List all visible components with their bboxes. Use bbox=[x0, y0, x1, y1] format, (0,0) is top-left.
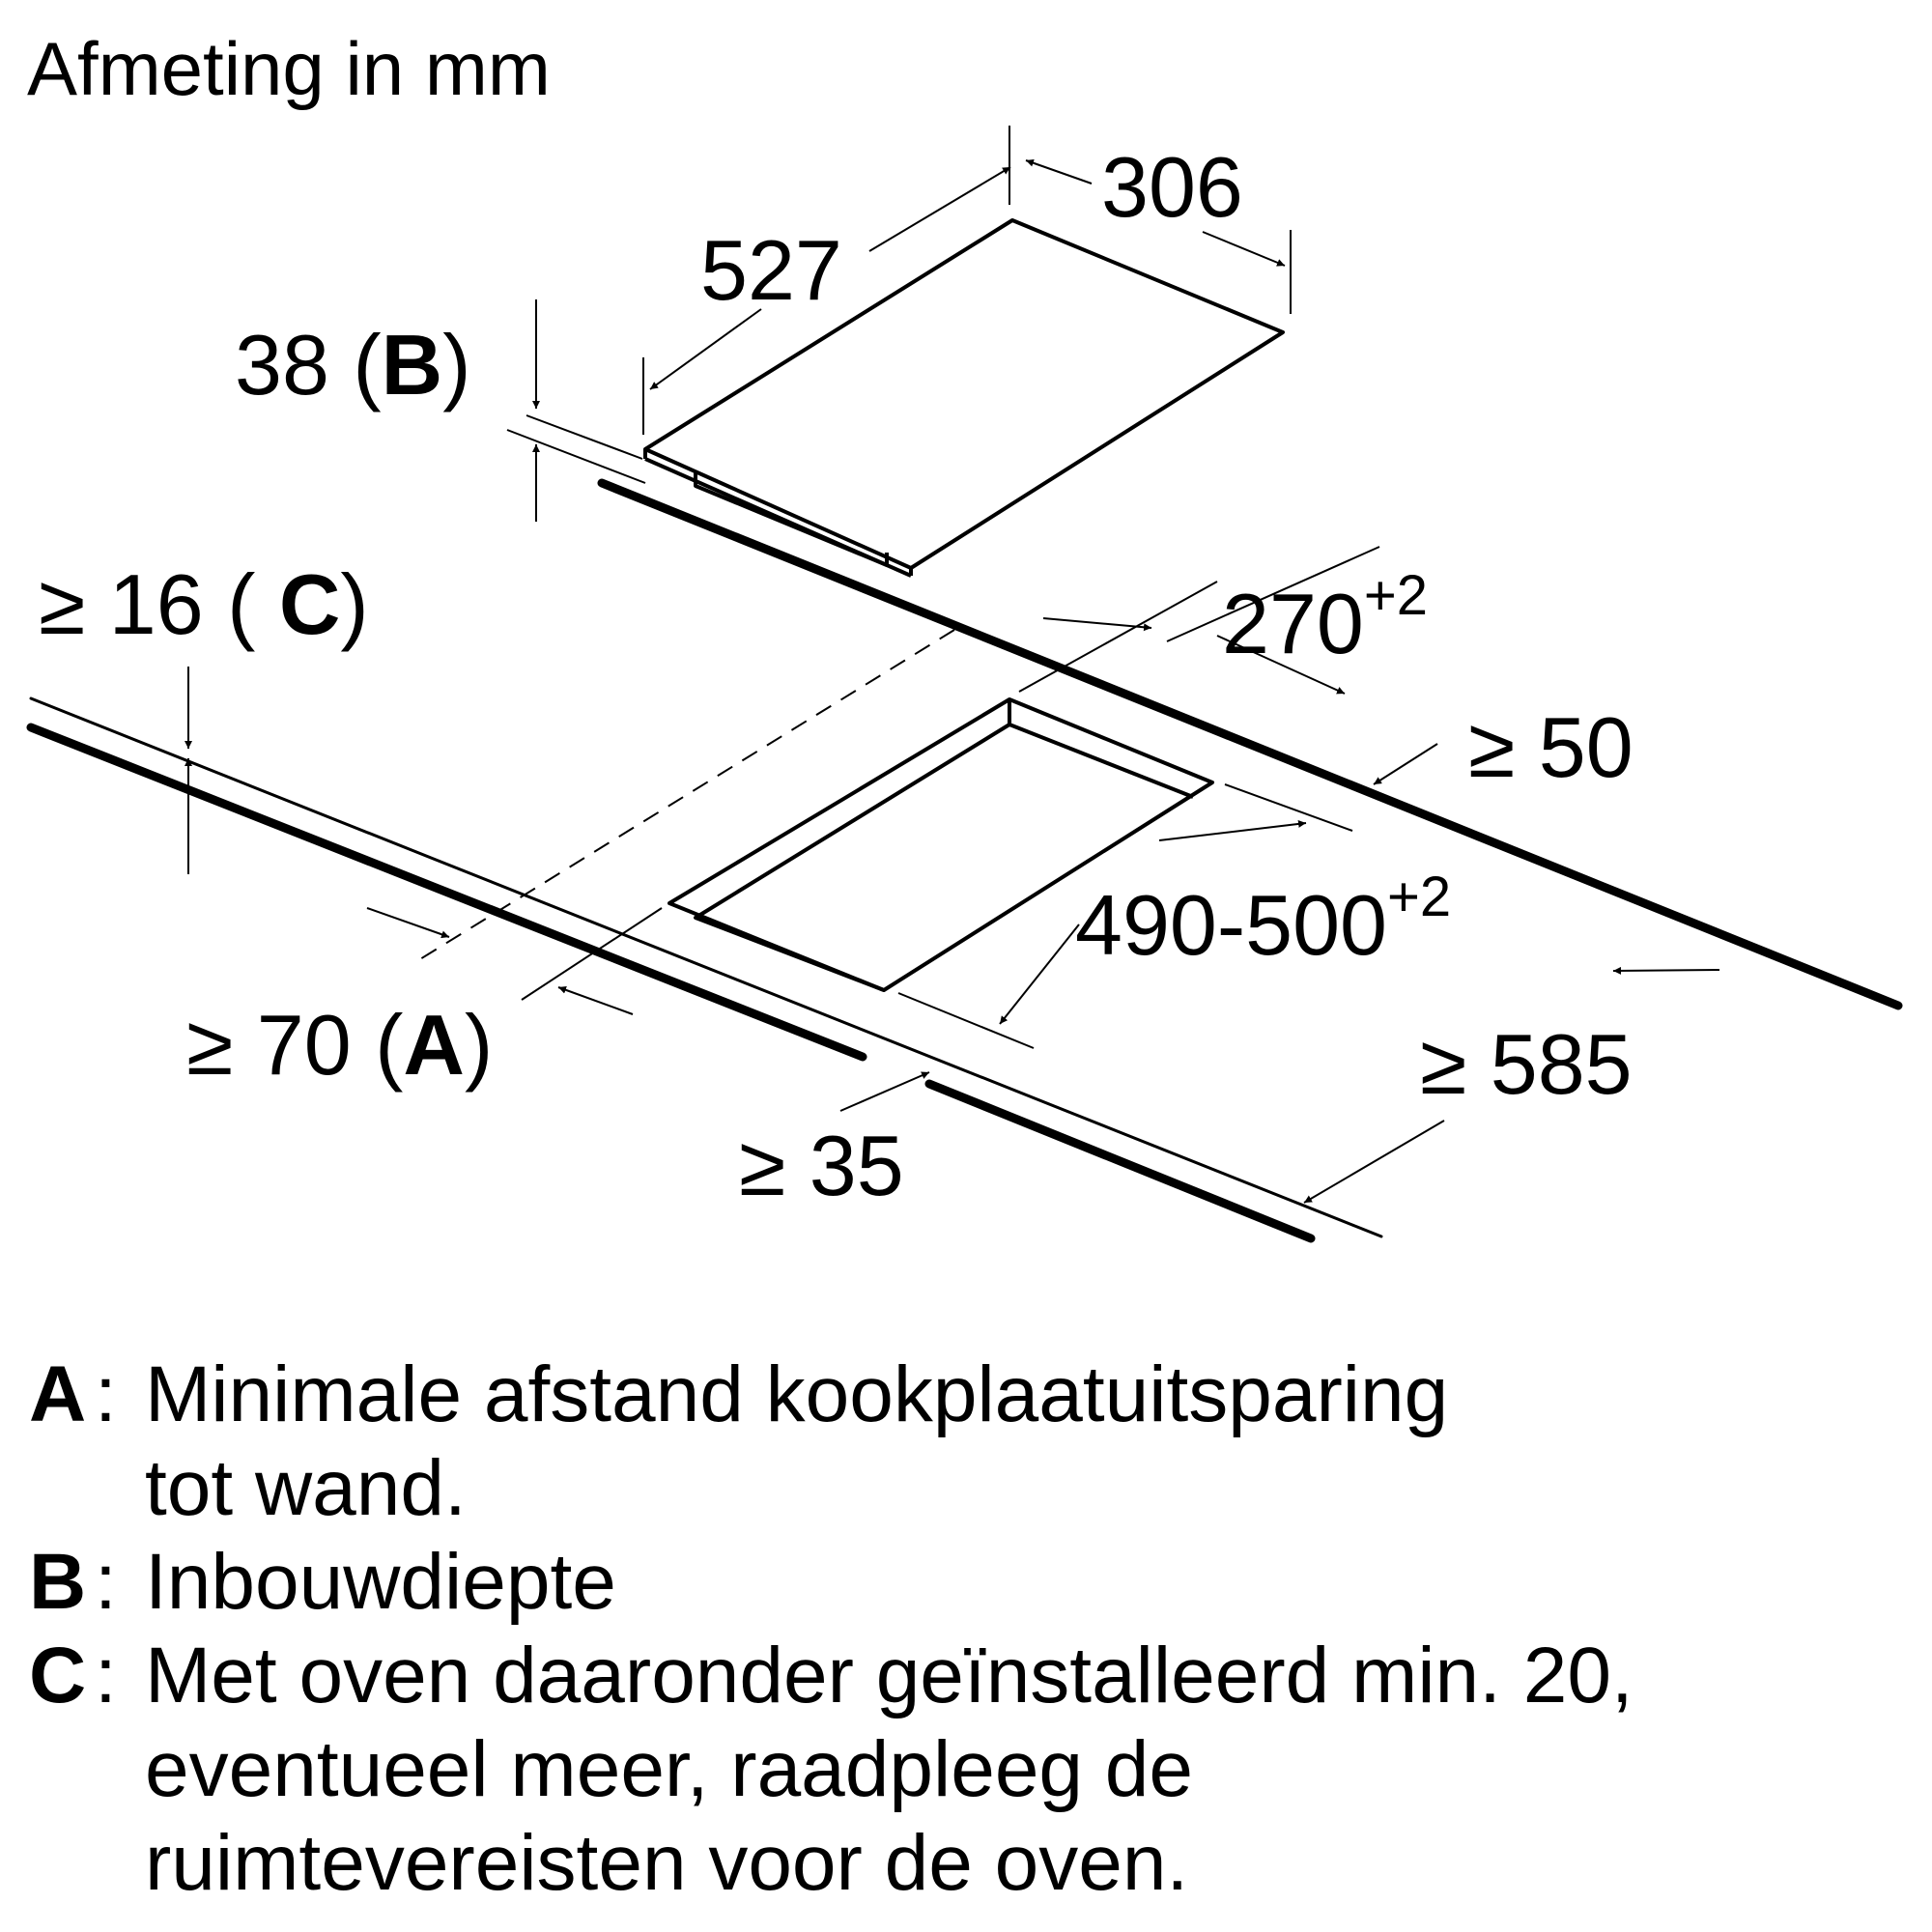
legend-colon: : bbox=[95, 1538, 117, 1626]
legend-text: Minimale afstand kookplaatuitsparing tot wand. bbox=[145, 1350, 1449, 1532]
legend-key: B bbox=[29, 1538, 87, 1626]
dim-270-label: $270^{+2}$ bbox=[1222, 564, 1428, 671]
legend-item-b bbox=[29, 1535, 1634, 1629]
dim-16-label: ≥ 16 ( C) bbox=[39, 556, 369, 652]
legend-text: Met oven daaronder geïnstalleerd min. 20, eventueel meer, raadpleeg de ruimtevereisten voor de oven. bbox=[145, 1632, 1634, 1907]
legend-text: Inbouwdiepte bbox=[145, 1538, 616, 1626]
legend-item-c bbox=[29, 1629, 1634, 1910]
dim-35-label: ≥ 35 bbox=[739, 1118, 904, 1213]
dim-490-label: $490-500^{+2}$ bbox=[1075, 866, 1452, 973]
dim-585-label: ≥ 585 bbox=[1420, 1016, 1633, 1112]
dim-38-label: 38 (B) bbox=[235, 317, 471, 412]
dim-50-label: ≥ 50 bbox=[1468, 699, 1634, 795]
dim-70-label: ≥ 70 (A) bbox=[186, 997, 494, 1093]
legend-key: A bbox=[29, 1350, 87, 1438]
dimension-labels bbox=[39, 139, 1634, 1213]
legend-colon: : bbox=[95, 1350, 117, 1438]
dim-306-label: 306 bbox=[1101, 139, 1243, 235]
dim-527-label: 527 bbox=[700, 222, 842, 318]
legend-colon: : bbox=[95, 1632, 117, 1719]
legend bbox=[29, 1348, 1634, 1910]
legend-key: C bbox=[29, 1632, 87, 1719]
legend-item-a bbox=[29, 1348, 1634, 1535]
diagram-title: Afmeting in mm bbox=[27, 26, 551, 111]
